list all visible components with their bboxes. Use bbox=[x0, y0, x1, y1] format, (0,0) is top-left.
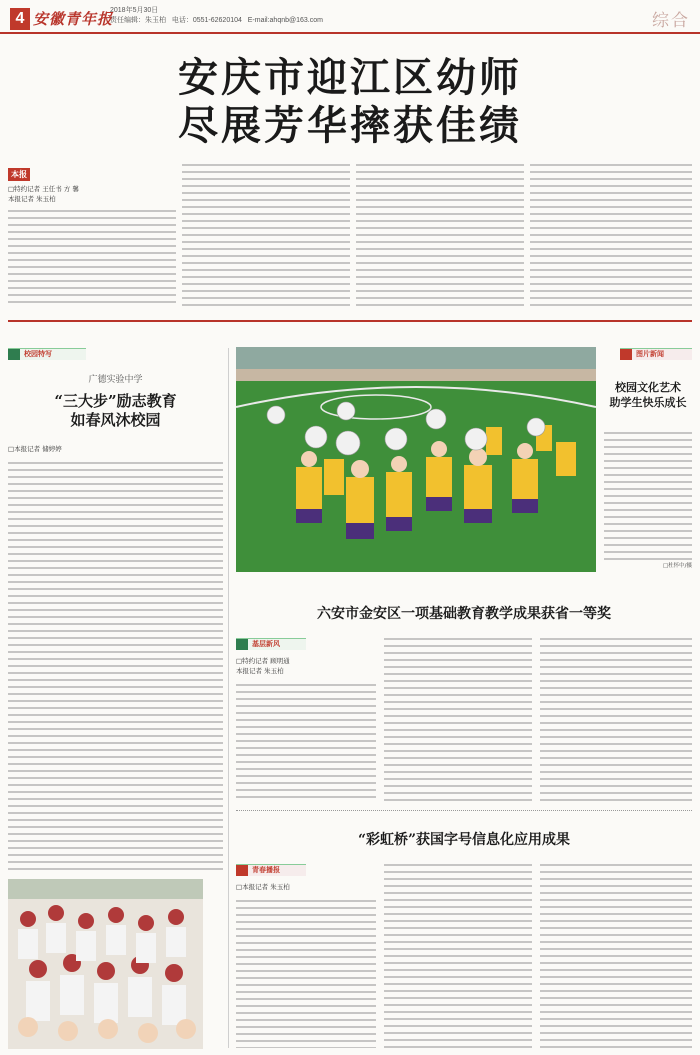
lead-text-col2 bbox=[182, 164, 350, 308]
date-line: 2018年5月30日 bbox=[110, 7, 159, 14]
left-title-line1: “三大步”励志教育 bbox=[54, 392, 177, 410]
left-title bbox=[8, 392, 223, 430]
section-label: 综合 bbox=[652, 11, 690, 31]
left-article-text bbox=[8, 462, 223, 872]
bottom-left-photo-graphic bbox=[8, 879, 203, 1049]
lead-headline-line2: 尽展芳华摔获佳绩 bbox=[178, 102, 522, 149]
page-number: 4 bbox=[10, 8, 30, 30]
mid-byline-line2: 本报记者 朱玉柏 bbox=[236, 667, 284, 675]
masthead-logo: 安徽青年报 bbox=[33, 10, 114, 28]
mid-bottom-rule bbox=[236, 810, 692, 811]
right-title-line2: 助学生快乐成长 bbox=[609, 396, 687, 409]
mid-text-col1 bbox=[236, 684, 376, 802]
right-banner: 图片新闻 bbox=[620, 348, 692, 360]
lead-byline-line2: 本报记者 朱玉柏 bbox=[8, 195, 56, 203]
main-photo bbox=[236, 347, 596, 572]
left-column-divider bbox=[228, 348, 229, 1048]
header-meta bbox=[110, 6, 323, 26]
right-article-text bbox=[604, 432, 692, 560]
bottom-text-col3 bbox=[540, 864, 692, 1048]
mid-text-col3 bbox=[540, 638, 692, 802]
lead-text-col4 bbox=[530, 164, 692, 308]
bottom-text-col1 bbox=[236, 900, 376, 1048]
left-subtitle: 广德实验中学 bbox=[88, 375, 143, 385]
lead-text-col3 bbox=[356, 164, 524, 308]
bottom-left-photo bbox=[8, 879, 203, 1049]
main-photo-graphic bbox=[236, 347, 596, 572]
right-title-line1: 校园文化艺术 bbox=[615, 381, 681, 394]
lead-bottom-rule bbox=[8, 320, 692, 322]
phone-line: 电话：0551-62620104 bbox=[171, 17, 242, 24]
lead-tag: 本报 bbox=[8, 168, 30, 181]
bottom-banner: 青春播报 bbox=[236, 864, 306, 876]
bottom-byline: □本报记者 朱玉柏 bbox=[236, 883, 290, 891]
left-byline: □本报记者 储婷婷 bbox=[8, 445, 62, 453]
lead-headline bbox=[0, 54, 700, 150]
right-title bbox=[602, 380, 694, 410]
lead-byline-line1: □特约记者 王任书 方 馨 bbox=[8, 185, 79, 193]
mid-banner: 基层新风 bbox=[236, 638, 306, 650]
lead-text-col1 bbox=[8, 210, 176, 308]
mid-byline bbox=[236, 656, 290, 676]
mid-title: 六安市金安区一项基础教育教学成果获省一等奖 bbox=[317, 606, 611, 622]
right-photo-credit: □杜怀中/摄 bbox=[662, 563, 692, 569]
mid-byline-line1: □特约记者 顾明通 bbox=[236, 657, 290, 665]
left-title-line2: 如春风沐校园 bbox=[70, 411, 161, 429]
lead-byline bbox=[8, 184, 79, 204]
page-header bbox=[0, 0, 700, 34]
email-line: E-mail:ahqnb@163.com bbox=[247, 17, 323, 24]
editor-line: 责任编辑：朱玉柏 bbox=[110, 17, 166, 24]
lead-headline-line1: 安庆市迎江区幼师 bbox=[178, 54, 522, 101]
mid-text-col2 bbox=[384, 638, 532, 802]
bottom-title: “彩虹桥”获国字号信息化应用成果 bbox=[357, 832, 571, 848]
bottom-text-col2 bbox=[384, 864, 532, 1048]
left-banner: 校园特写 bbox=[8, 348, 86, 360]
